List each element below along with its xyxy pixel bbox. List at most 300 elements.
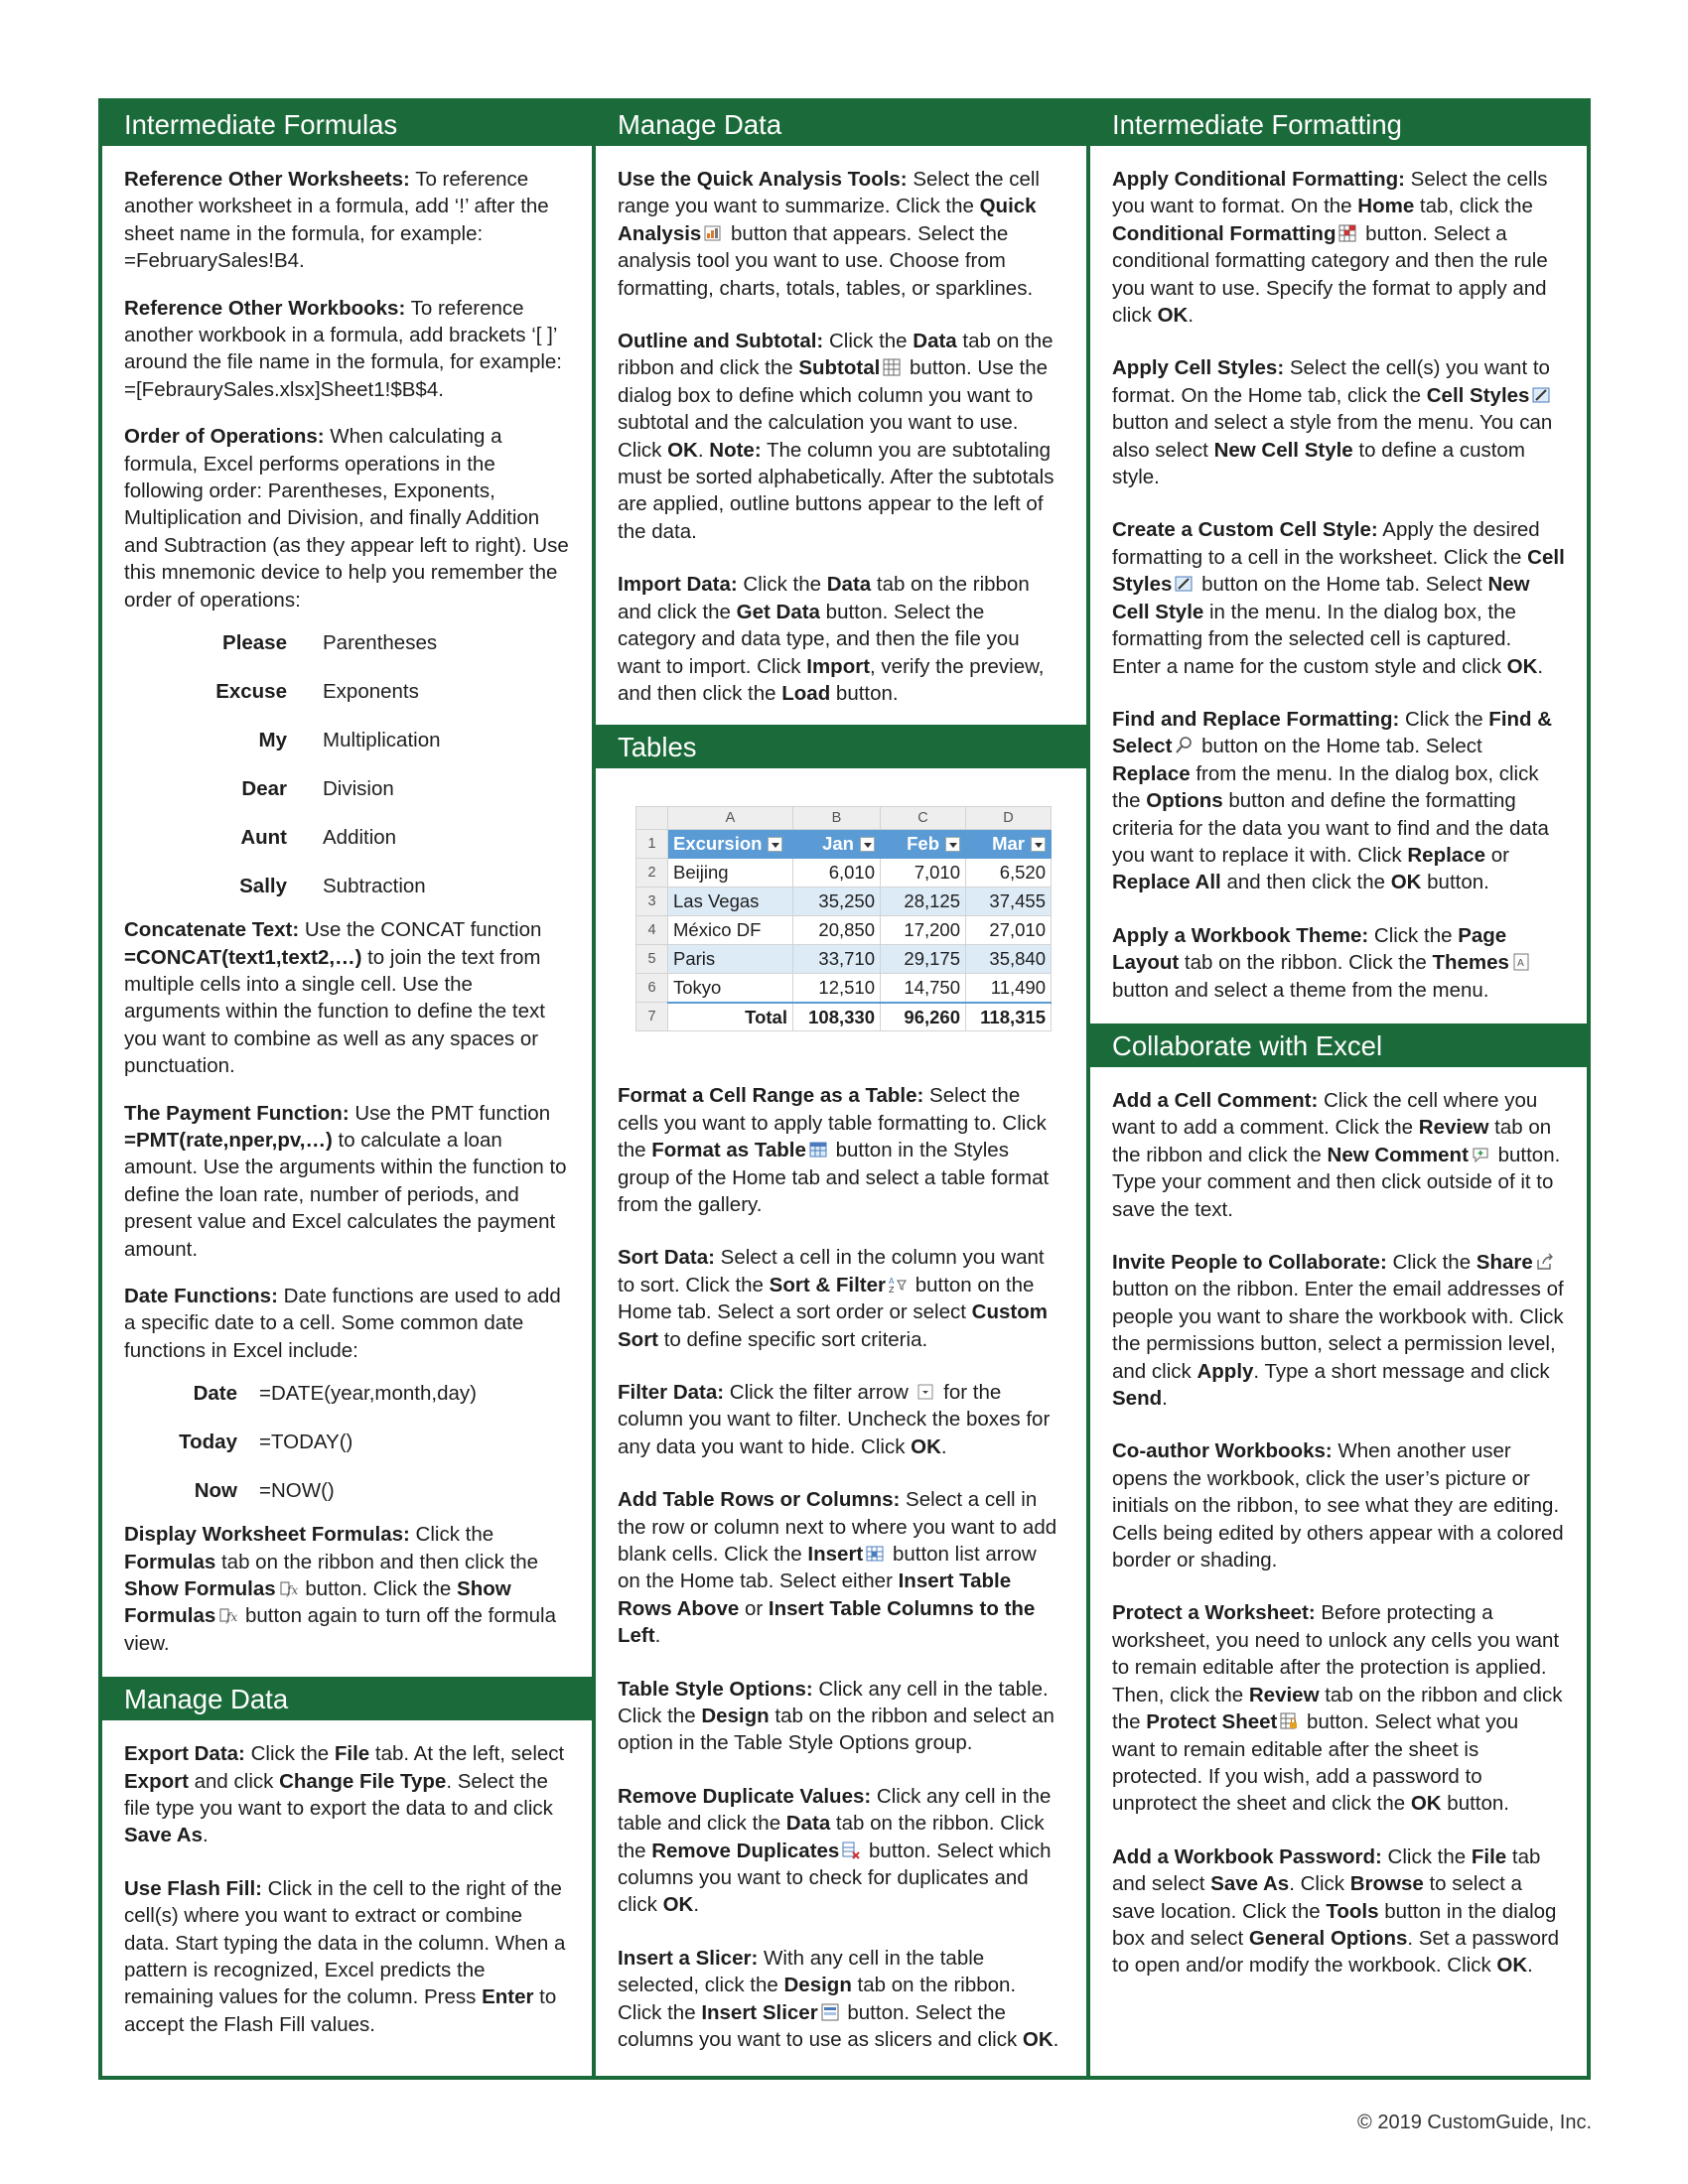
- tip-text: .: [1053, 2028, 1059, 2052]
- tip-text: to accept the Flash Fill values.: [124, 1985, 557, 2036]
- ui-term: Export: [124, 1769, 189, 1793]
- table-cell[interactable]: 118,315: [966, 1003, 1052, 1031]
- ui-term: OK: [1022, 2028, 1054, 2052]
- tip-text: button. Select the columns you want to use as slicers and click: [618, 2000, 1023, 2052]
- row-number: 5: [636, 945, 668, 974]
- table-cell[interactable]: 7,010: [881, 859, 966, 887]
- table-row: [636, 916, 1052, 945]
- insert-cells-icon: [865, 1545, 885, 1563]
- header-label: Jan: [822, 833, 854, 855]
- ui-term: Options: [1146, 789, 1223, 813]
- ui-term: Tools: [1326, 1899, 1379, 1923]
- tip-text: .: [654, 1624, 661, 1648]
- ui-term: New Comment: [1327, 1143, 1469, 1166]
- mnemonic-word: Sally: [239, 875, 287, 898]
- tip-text: button and define the formatting criteria for the data you want to find and the data you want to replace it with. Click: [1112, 789, 1549, 867]
- ui-term: Insert Table Rows Above: [618, 1570, 1012, 1620]
- tip-title: Filter Data:: [618, 1380, 725, 1404]
- tip-title: Remove Duplicate Values:: [618, 1784, 872, 1808]
- tip-insert-slicer: [618, 1945, 1064, 2054]
- ui-term: Sort & Filter: [769, 1273, 886, 1297]
- function-syntax: =TODAY(): [259, 1431, 353, 1454]
- ui-term: Insert Slicer: [701, 2000, 818, 2024]
- example-spreadsheet-table: [635, 806, 1052, 1031]
- ui-term: New Cell Style: [1213, 438, 1353, 462]
- tip-text: Click the: [737, 573, 827, 597]
- table-cell[interactable]: 33,710: [793, 945, 881, 974]
- tip-invite-people: [1112, 1249, 1565, 1412]
- mnemonic-row: [124, 824, 570, 873]
- header-cell: [793, 830, 881, 859]
- tip-title: Add a Cell Comment:: [1112, 1088, 1319, 1112]
- ui-term: Insert: [807, 1543, 864, 1566]
- tip-title: Table Style Options:: [618, 1677, 813, 1701]
- tip-reference-workbooks: [124, 295, 570, 404]
- ui-term: OK: [662, 1893, 694, 1917]
- ui-term: Themes: [1432, 951, 1509, 975]
- ui-term: Formulas: [124, 1550, 216, 1573]
- tip-text: Use the CONCAT function: [299, 918, 542, 942]
- tip-text: Select the cells you want to apply table formatting to. Click the: [618, 1084, 1047, 1162]
- mnemonic-row: [124, 775, 570, 824]
- mnemonic-word: Excuse: [215, 680, 287, 704]
- table-cell[interactable]: 17,200: [881, 916, 966, 945]
- ui-term: Design: [701, 1705, 770, 1728]
- section-header-intermediate-formatting: Intermediate Formatting: [1090, 102, 1587, 146]
- table-cell[interactable]: Tokyo: [668, 974, 793, 1003]
- tip-export-data: [124, 1740, 570, 1849]
- mnemonic-meaning: Addition: [323, 826, 397, 850]
- ui-term: Review: [1418, 1116, 1489, 1140]
- tip-text: To reference another worksheet in a formula, add ‘!’ after the sheet name in the formula, for example: =FebruarySales!B4.: [124, 168, 549, 273]
- table-cell[interactable]: 6,520: [966, 859, 1052, 887]
- table-cell[interactable]: Beijing: [668, 859, 793, 887]
- new-comment-icon: [1471, 1146, 1490, 1163]
- ui-term: Replace All: [1112, 871, 1221, 894]
- tip-text: tab on the ribbon and click the: [618, 573, 1030, 623]
- tip-add-table-rows: [618, 1486, 1064, 1649]
- ui-term: Remove Duplicates: [651, 1839, 840, 1862]
- table-cell[interactable]: Total: [668, 1003, 793, 1031]
- tip-find-replace-formatting: [1112, 706, 1565, 896]
- find-magnifier-icon: [1174, 737, 1194, 754]
- show-formulas-icon: [217, 1606, 237, 1624]
- mnemonic-meaning: Subtraction: [323, 875, 426, 898]
- tip-text: button again to turn off the formula view.: [124, 1604, 557, 1655]
- function-name: Now: [194, 1479, 237, 1503]
- tip-text: or: [739, 1596, 769, 1620]
- table-cell[interactable]: Paris: [668, 945, 793, 974]
- ui-term: Cell Styles: [1426, 383, 1530, 407]
- ui-term: OK: [1496, 1954, 1528, 1978]
- cell-styles-icon: [1174, 575, 1194, 593]
- mnemonic-word: Aunt: [240, 826, 287, 850]
- tip-text: Click the: [823, 330, 914, 353]
- tip-text: Select a cell in the row or column next to where you want to add blank cells. Click the: [618, 1488, 1057, 1566]
- tip-text: button list arrow on the Home tab. Select either: [618, 1543, 1037, 1593]
- tip-format-as-table: [618, 1082, 1064, 1218]
- row-number: 6: [636, 974, 668, 1003]
- tip-text: for the column you want to filter. Uncheck the boxes for any data you want to hide. Click: [618, 1380, 1051, 1458]
- tip-workbook-theme: [1112, 922, 1565, 1004]
- tip-text: .: [1537, 654, 1544, 678]
- ui-term: Show Formulas: [124, 1577, 511, 1628]
- tip-text: Select the cell range you want to summarize. Click the: [618, 168, 1040, 218]
- tip-text: button on the Home tab. Select a sort order or select: [618, 1273, 1035, 1324]
- tip-outline-subtotal: [618, 328, 1064, 545]
- mnemonic-meaning: Division: [323, 777, 394, 801]
- tip-co-author: [1112, 1437, 1565, 1573]
- tip-title: Order of Operations:: [124, 425, 325, 449]
- tip-text: Click the: [409, 1523, 494, 1547]
- ui-term: Import: [806, 654, 871, 678]
- section-tables: [596, 1078, 1086, 2053]
- ui-term: Design: [783, 1974, 852, 1997]
- date-function-list: [124, 1380, 570, 1521]
- tip-conditional-formatting: [1112, 166, 1565, 329]
- tip-order-of-operations: [124, 423, 570, 614]
- tip-text: to join the text from multiple cells into a single cell. Use the arguments within the function to define the text you want to combine as well as any spaces or punctuation.: [124, 945, 545, 1078]
- row-number: 1: [636, 830, 668, 859]
- function-syntax: =DATE(year,month,day): [259, 1382, 477, 1406]
- ui-term: Subtotal: [798, 356, 881, 380]
- mnemonic-word: Dear: [241, 777, 287, 801]
- select-all-corner: [636, 807, 668, 830]
- section-collaborate: [1090, 1067, 1587, 1979]
- ui-term: Apply: [1196, 1359, 1254, 1383]
- date-function-row: [124, 1380, 570, 1429]
- tip-title: The Payment Function:: [124, 1101, 350, 1125]
- tip-title: Find and Replace Formatting:: [1112, 707, 1400, 731]
- ui-term: Data: [913, 330, 957, 353]
- tip-text: button on the Home tab. Select: [1196, 573, 1488, 597]
- tip-text: button. Select a conditional formatting category and then the rule you want to use. Specify the format to apply and click: [1112, 221, 1548, 328]
- ui-term: Save As: [124, 1824, 204, 1847]
- tip-text: to select a save location. Click the: [1112, 1872, 1522, 1923]
- example-table-area: [596, 768, 1086, 1078]
- ui-term: Custom Sort: [618, 1300, 1048, 1351]
- tip-flash-fill: [124, 1875, 570, 2038]
- quick-analysis-icon: [703, 224, 723, 242]
- insert-slicer-icon: [820, 2003, 840, 2021]
- tip-title: Use the Quick Analysis Tools:: [618, 168, 908, 191]
- tip-text: . Set a password to open and/or modify the workbook. Click: [1112, 1926, 1560, 1978]
- tip-text: .: [697, 438, 710, 462]
- tip-cell-comment: [1112, 1087, 1565, 1223]
- ui-term: Home: [1357, 195, 1415, 218]
- column-letter: D: [966, 807, 1052, 830]
- row-number: 2: [636, 859, 668, 887]
- ui-term: OK: [911, 1434, 941, 1458]
- ui-term: OK: [1410, 1792, 1442, 1816]
- date-function-row: [124, 1477, 570, 1521]
- mnemonic-word: Please: [222, 631, 287, 655]
- tip-text: tab on the ribbon and click the: [1112, 1683, 1563, 1734]
- tip-text: to define a custom style.: [1112, 438, 1525, 489]
- ui-term: Send: [1112, 1387, 1163, 1411]
- tip-title: Display Worksheet Formulas:: [124, 1523, 410, 1547]
- tip-text: When calculating a formula, Excel performs operations in the following order: Parentheses, Exponents, Multiplication and Division, and finally Addition and Subtraction (as they appear left to right). Use this mnemonic device to help you remember the order of operations:: [124, 425, 569, 612]
- tip-text: Click the filter arrow: [724, 1380, 914, 1404]
- formula-syntax: =CONCAT(text1,text2,…): [124, 945, 362, 969]
- tip-text: Click any cell in the table and click the: [618, 1784, 1052, 1836]
- section-header-manage-data: Manage Data: [102, 1677, 592, 1720]
- column-letter: C: [881, 807, 966, 830]
- copyright-footer: © 2019 CustomGuide, Inc.: [1357, 2112, 1592, 2133]
- row-number: 7: [636, 1003, 668, 1031]
- filter-dropdown-icon[interactable]: [860, 837, 875, 852]
- ui-term: Format as Table: [651, 1139, 806, 1162]
- tip-text: The column you are subtotaling must be sorted alphabetically. After the subtotals are applied, outline buttons appear to the left of the data.: [618, 438, 1055, 543]
- tip-text: button in the dialog box and select: [1112, 1899, 1557, 1950]
- tip-text: to calculate a loan amount. Use the arguments within the function to define the loan rate, number of periods, and present value and Excel calculates the payment amount.: [124, 1128, 567, 1261]
- header-cell: [966, 830, 1052, 859]
- table-row: [636, 945, 1052, 974]
- tip-text: button.: [1421, 871, 1489, 894]
- conditional-formatting-icon: [1337, 224, 1357, 242]
- filter-dropdown-icon[interactable]: [945, 837, 960, 852]
- ui-term: OK: [1390, 871, 1422, 894]
- function-name: Today: [179, 1431, 237, 1454]
- tip-text: . Select the file type you want to export the data to and click: [124, 1769, 553, 1821]
- mnemonic-row: [124, 873, 570, 916]
- tip-custom-cell-style: [1112, 516, 1565, 679]
- tip-title: Use Flash Fill:: [124, 1876, 262, 1900]
- tip-text: .: [203, 1824, 209, 1847]
- tip-title: Invite People to Collaborate:: [1112, 1251, 1387, 1274]
- tip-title: Outline and Subtotal:: [618, 330, 824, 353]
- header-label: Excursion: [673, 833, 763, 855]
- table-cell[interactable]: 108,330: [793, 1003, 881, 1031]
- section-intermediate-formulas: [102, 146, 592, 1657]
- tip-text: Click the: [1368, 923, 1459, 947]
- svg-text:fx: fx: [226, 1610, 238, 1625]
- cell-styles-icon: [1531, 386, 1551, 404]
- tip-text: tab on the ribbon and click the: [618, 330, 1054, 380]
- ui-term: Share: [1476, 1251, 1533, 1274]
- table-cell[interactable]: 35,250: [793, 887, 881, 916]
- tip-text: or: [1485, 843, 1509, 867]
- tip-payment-function: [124, 1100, 570, 1263]
- section-header-manage-data: Manage Data: [596, 102, 1086, 146]
- tip-title: Export Data:: [124, 1742, 245, 1766]
- tip-text: Click in the cell to the right of the cell(s) where you want to extract or combine data. Start typing the data in the column. When a pattern is recognized, Excel predicts the remaining values for the column. Press: [124, 1876, 566, 2009]
- tip-text: When another user opens the workbook, click the user’s picture or initials on the ribbon, to see what they are editing. Cells being edited by others appear with a colored border or shading.: [1112, 1439, 1564, 1572]
- table-header-row: [636, 830, 1052, 859]
- ui-term: Replace: [1407, 843, 1486, 867]
- tip-text: .: [693, 1893, 700, 1917]
- table-row: [636, 887, 1052, 916]
- tip-title: Protect a Worksheet:: [1112, 1601, 1316, 1625]
- tip-text: Use the PMT function: [349, 1101, 551, 1125]
- section-header-collaborate: Collaborate with Excel: [1090, 1024, 1587, 1067]
- svg-text:A: A: [889, 1276, 895, 1286]
- tip-text: tab and select: [1112, 1844, 1541, 1896]
- tip-title: Date Functions:: [124, 1284, 278, 1307]
- column-2: [596, 102, 1090, 2076]
- tip-title: Apply Conditional Formatting:: [1112, 168, 1405, 191]
- tip-title: Create a Custom Cell Style:: [1112, 518, 1378, 542]
- tip-text: Select a cell in the column you want to sort. Click the: [618, 1246, 1045, 1297]
- tip-title: Reference Other Worksheets:: [124, 168, 410, 191]
- table-cell[interactable]: México DF: [668, 916, 793, 945]
- tip-title: Import Data:: [618, 573, 738, 597]
- ui-term: Show Formulas: [124, 1577, 276, 1600]
- tip-quick-analysis: [618, 166, 1064, 302]
- format-as-table-icon: [808, 1141, 828, 1159]
- tip-text: button.: [830, 681, 899, 705]
- tip-text: button.: [1441, 1792, 1509, 1816]
- table-cell[interactable]: 35,840: [966, 945, 1052, 974]
- header-cell: [668, 830, 793, 859]
- tip-display-formulas: [124, 1521, 570, 1657]
- tip-text: .: [1527, 1954, 1533, 1978]
- tip-text: .: [1188, 304, 1195, 328]
- quick-reference-sheet: [98, 98, 1591, 2080]
- table-cell[interactable]: 29,175: [881, 945, 966, 974]
- table-cell[interactable]: 28,125: [881, 887, 966, 916]
- tip-text: .: [1162, 1387, 1168, 1411]
- table-cell[interactable]: 37,455: [966, 887, 1052, 916]
- ui-term: Save As: [1210, 1872, 1290, 1896]
- function-name: Date: [193, 1382, 237, 1406]
- tip-text: to define specific sort criteria.: [658, 1327, 928, 1351]
- header-cell: [881, 830, 966, 859]
- ui-term: Page Layout: [1112, 923, 1507, 975]
- tip-text: button. Use the dialog box to define which column you want to subtotal and the calculation you want to use. Click: [618, 356, 1049, 462]
- tip-text: and click: [188, 1769, 280, 1793]
- tip-text: Before protecting a worksheet, you need to unlock any cells you want to remain editable after the protection is applied. Then, click the: [1112, 1601, 1560, 1706]
- svg-text:fx: fx: [286, 1583, 298, 1597]
- ui-term: Load: [781, 681, 831, 705]
- tip-text: button. Type your comment and then click outside of it to save the text.: [1112, 1143, 1561, 1221]
- ui-term: Conditional Formatting: [1112, 221, 1336, 245]
- svg-text:Z: Z: [889, 1285, 895, 1295]
- tip-text: tab on the ribbon and then click the: [215, 1550, 539, 1573]
- section-manage-data-1: [102, 1720, 592, 2038]
- column-3: [1090, 102, 1587, 2076]
- show-formulas-icon: [278, 1579, 298, 1597]
- ui-term: Get Data: [736, 600, 820, 623]
- tip-reference-worksheets: [124, 166, 570, 275]
- filter-arrow-icon: [915, 1383, 935, 1401]
- tip-text: . Click: [1289, 1872, 1350, 1896]
- table-cell[interactable]: 11,490: [966, 974, 1052, 1003]
- section-intermediate-formatting: [1090, 146, 1587, 1004]
- mnemonic-meaning: Parentheses: [323, 631, 438, 655]
- tip-concatenate-text: [124, 916, 570, 1079]
- tip-text: , verify the preview, and then click the: [618, 654, 1045, 705]
- ui-term: File: [1471, 1844, 1507, 1868]
- mnemonic-meaning: Multiplication: [323, 729, 441, 752]
- function-syntax: =NOW(): [259, 1479, 335, 1503]
- tip-text: Click the: [1386, 1251, 1477, 1274]
- mnemonic-meaning: Exponents: [323, 680, 419, 704]
- tip-title: Add a Workbook Password:: [1112, 1844, 1382, 1868]
- tip-title: Format a Cell Range as a Table:: [618, 1084, 924, 1108]
- tip-title: Add Table Rows or Columns:: [618, 1488, 901, 1512]
- ui-term: Change File Type: [279, 1769, 447, 1793]
- tip-text: tab on the ribbon and select an option in the Table Style Options group.: [618, 1705, 1055, 1755]
- tip-text: button. Select the category and data type, and then the file you want to import. Click: [618, 600, 1020, 678]
- tip-title: Concatenate Text:: [124, 918, 300, 942]
- tip-title: Reference Other Workbooks:: [124, 296, 406, 320]
- tip-text: Click the: [1399, 707, 1489, 731]
- tip-text: tab on the ribbon. Click the: [1179, 951, 1433, 975]
- tip-cell-styles: [1112, 354, 1565, 490]
- tip-text: Click any cell in the table. Click the: [618, 1677, 1049, 1728]
- tip-text: Date functions are used to add a specific date to a cell. Some common date functions in Excel include:: [124, 1284, 561, 1362]
- sort-filter-icon: [888, 1276, 908, 1294]
- ui-term: General Options: [1248, 1926, 1408, 1950]
- ui-term: Data: [826, 573, 872, 597]
- tip-title: Insert a Slicer:: [618, 1946, 759, 1970]
- tip-text: tab. At the left, select: [369, 1742, 565, 1766]
- ui-term: Review: [1248, 1683, 1320, 1706]
- table-row: [636, 974, 1052, 1003]
- tip-text: button on the Home tab. Select: [1196, 735, 1482, 758]
- mnemonic-row: [124, 629, 570, 678]
- tip-text: Select the cells you want to format. On the: [1112, 168, 1548, 218]
- tip-text: tab on the ribbon and click the: [1112, 1116, 1552, 1166]
- tip-text: from the menu. In the dialog box, click the: [1112, 761, 1539, 813]
- table-cell[interactable]: 14,750: [881, 974, 966, 1003]
- filter-dropdown-icon[interactable]: [1031, 837, 1046, 852]
- header-label: Feb: [907, 833, 939, 855]
- tip-text: tab on the ribbon. Click the: [618, 1974, 1017, 2024]
- table-cell[interactable]: 12,510: [793, 974, 881, 1003]
- table-cell[interactable]: 27,010: [966, 916, 1052, 945]
- tip-title: Apply Cell Styles:: [1112, 356, 1285, 380]
- table-cell[interactable]: 6,010: [793, 859, 881, 887]
- tip-table-style-options: [618, 1676, 1064, 1757]
- tip-text: Click the: [244, 1742, 335, 1766]
- ui-term: New Cell Style: [1112, 573, 1530, 623]
- header-label: Mar: [992, 833, 1025, 855]
- tip-text: button and select a style from the menu. You can also select: [1112, 411, 1553, 462]
- tip-text: and then click the: [1220, 871, 1391, 894]
- tip-text: Click the: [1381, 1844, 1472, 1868]
- section-header-tables: Tables: [596, 725, 1086, 768]
- tip-sort-data: [618, 1244, 1064, 1353]
- tip-text: . Type a short message and click: [1253, 1359, 1550, 1383]
- ui-term: OK: [667, 438, 698, 462]
- column-letter: B: [793, 807, 881, 830]
- ui-term: Note:: [709, 438, 762, 462]
- column-1: [102, 102, 596, 2076]
- table-cell[interactable]: 96,260: [881, 1003, 966, 1031]
- column-letter-row: [636, 807, 1052, 830]
- date-function-row: [124, 1429, 570, 1477]
- svg-text:A: A: [1516, 958, 1524, 970]
- tip-title: Sort Data:: [618, 1246, 715, 1270]
- ui-term: Browse: [1349, 1872, 1424, 1896]
- remove-duplicates-icon: [841, 1842, 861, 1859]
- table-row: [636, 859, 1052, 887]
- ui-term: Protect Sheet: [1146, 1710, 1278, 1734]
- filter-dropdown-icon[interactable]: [768, 837, 782, 852]
- tip-text: button. Select which columns you want to check for duplicates and click: [618, 1839, 1052, 1917]
- tip-title: Co-author Workbooks:: [1112, 1439, 1333, 1463]
- tip-workbook-password: [1112, 1843, 1565, 1979]
- ui-term: Insert Table Columns to the Left: [618, 1596, 1036, 1648]
- ui-term: Enter: [482, 1985, 534, 2009]
- tip-text: button on the ribbon. Enter the email addresses of people you want to share the workbook with. Click the permissions button, select a permission level, and click: [1112, 1278, 1564, 1383]
- table-cell[interactable]: Las Vegas: [668, 887, 793, 916]
- table-cell[interactable]: 20,850: [793, 916, 881, 945]
- ui-term: Quick Analysis: [618, 195, 1037, 245]
- tip-text: Click the cell where you want to add a comment. Click the: [1112, 1088, 1538, 1140]
